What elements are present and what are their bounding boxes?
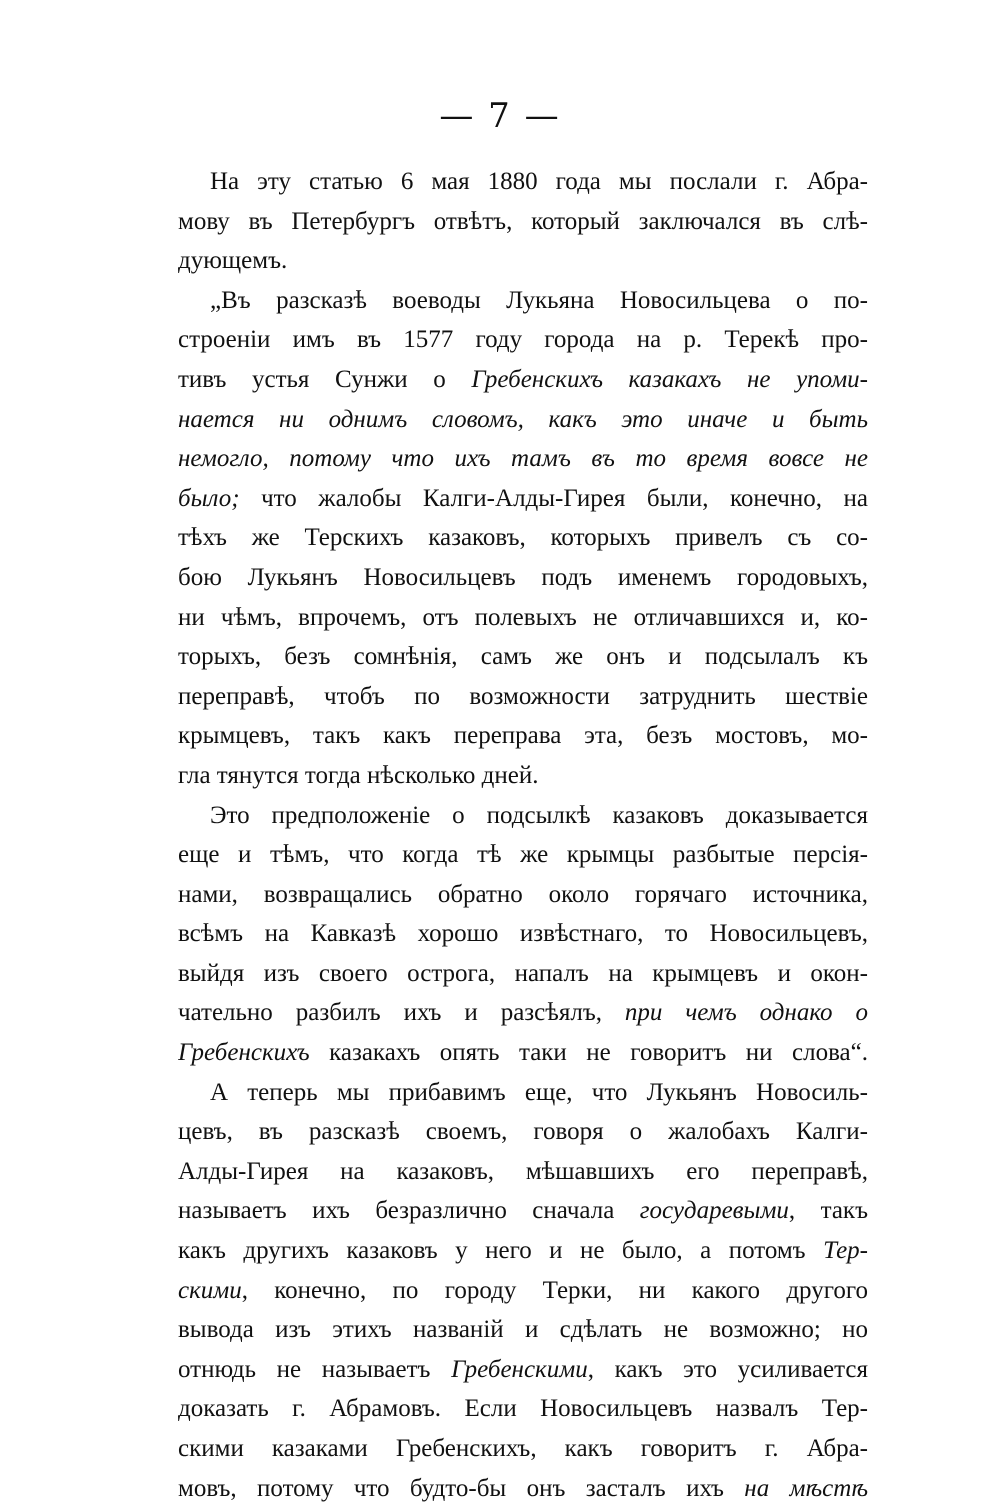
text-segment: , такъ <box>788 1197 868 1225</box>
italic-text: нается ни однимъ словомъ, какъ это иначе и быть <box>178 405 868 433</box>
text-segment: ни чѣмъ, впрочемъ, отъ полевыхъ не отличавшихся и, ко- <box>178 603 868 631</box>
italic-text: Гребенскими <box>451 1355 588 1383</box>
text-line <box>178 954 868 994</box>
italic-text: при чемъ однако о <box>624 999 868 1027</box>
text-segment: „Въ разсказѣ воеводы Лукьяна Новосильцева о по- <box>210 286 868 314</box>
text-line <box>178 320 868 360</box>
text-line <box>178 598 868 638</box>
text-segment: скими казаками Гребенскихъ, какъ говоритъ г. Абра- <box>178 1435 868 1462</box>
text-segment: дующемъ. <box>178 247 288 275</box>
text-line <box>178 400 868 440</box>
italic-text: было; <box>178 484 240 512</box>
italic-text: Гребенскихъ <box>178 1039 310 1067</box>
text-segment: гла тянутся тогда нѣсколько дней. <box>178 761 539 789</box>
text-segment: доказать г. Абрамовъ. Если Новосильцевъ назвалъ Тер- <box>178 1395 868 1423</box>
italic-text: скими <box>178 1276 242 1304</box>
italic-text: Гребенскихъ казакахъ не упоми- <box>471 365 868 393</box>
italic-text: немогло, потому что ихъ тамъ въ то время вовсе не <box>178 445 868 473</box>
text-segment: тѣхъ же Терскихъ казаковъ, которыхъ привелъ съ со- <box>178 524 868 552</box>
text-line <box>178 479 868 519</box>
text-segment: мову въ Петербургъ отвѣтъ, который заключался въ слѣ- <box>178 207 868 235</box>
text-segment: тивъ устья Сунжи о <box>178 365 472 393</box>
italic-text: государевыми <box>639 1197 789 1225</box>
text-segment: вывода изъ этихъ названій и сдѣлать не возможно; но <box>178 1316 868 1344</box>
text-line <box>178 1310 868 1350</box>
text-line <box>178 716 868 756</box>
text-segment: , какъ это усиливается <box>587 1355 868 1383</box>
text-line <box>178 518 868 558</box>
text-segment: чательно разбилъ ихъ и разсѣялъ, <box>178 999 625 1027</box>
text-segment: выйдя изъ своего острога, напалъ на крымцевъ и окон- <box>178 959 868 987</box>
text-line <box>178 914 868 954</box>
text-segment: что жалобы Калги-Алды-Гирея были, конечно, на <box>239 484 868 512</box>
text-segment: цевъ, въ разсказѣ своемъ, говоря о жалобахъ Калги- <box>178 1118 868 1146</box>
text-segment: бою Лукьянъ Новосильцевъ подъ именемъ городовыхъ, <box>178 563 868 591</box>
text-segment: нами, возвращались обратно около горячаго источника, <box>178 880 868 908</box>
text-line <box>178 1231 868 1271</box>
text-segment: , конечно, по городу Терки, ни какого другого <box>241 1276 868 1304</box>
text-segment: отнюдь не называетъ <box>178 1355 452 1383</box>
text-segment: всѣмъ на Кавказѣ хорошо извѣстнаго, то Новосильцевъ, <box>178 920 868 948</box>
text-line <box>178 1271 868 1311</box>
text-line <box>178 1469 868 1508</box>
text-segment: называетъ ихъ безразлично сначала <box>178 1197 640 1225</box>
text-segment: строеніи имъ въ 1577 году города на р. Терекѣ про- <box>178 326 868 354</box>
body-text <box>178 162 868 1508</box>
text-segment: А теперь мы прибавимъ еще, что Лукьянъ Новосиль- <box>210 1078 868 1106</box>
text-segment: торыхъ, безъ сомнѣнія, самъ же онъ и подсылалъ къ <box>178 643 868 671</box>
text-line <box>178 558 868 598</box>
text-segment: какъ другихъ казаковъ у него и не было, а потомъ <box>178 1237 824 1265</box>
text-line <box>178 637 868 677</box>
text-line <box>178 756 868 796</box>
text-line <box>178 1152 868 1192</box>
text-segment: казакахъ опять таки не говоритъ ни слова“. <box>309 1039 868 1067</box>
page-number: — 7 — <box>439 96 561 136</box>
text-line <box>178 1429 868 1469</box>
text-line <box>178 1389 868 1429</box>
text-segment: Алды-Гирея на казаковъ, мѣшавшихъ его переправѣ, <box>178 1157 868 1185</box>
text-line <box>178 202 868 242</box>
text-line <box>178 1191 868 1231</box>
text-line <box>178 1350 868 1390</box>
text-segment: На эту статью 6 мая 1880 года мы послали г. Абра- <box>210 168 868 195</box>
italic-text: на мѣстѣ <box>744 1474 868 1502</box>
text-line <box>178 1112 868 1152</box>
text-line <box>178 162 868 202</box>
text-line <box>178 1033 868 1073</box>
text-segment: переправѣ, чтобъ по возможности затруднить шествіе <box>178 682 868 710</box>
text-segment: еще и тѣмъ, что когда тѣ же крымцы разбытые персія- <box>178 841 868 869</box>
text-segment: Это предположеніе о подсылкѣ казаковъ доказывается <box>210 801 868 829</box>
text-line <box>178 439 868 479</box>
text-line <box>178 677 868 717</box>
text-line <box>178 796 868 836</box>
text-line <box>178 875 868 915</box>
text-line <box>178 1073 868 1113</box>
italic-text: Тер- <box>823 1237 868 1265</box>
text-line <box>178 835 868 875</box>
text-segment: мовъ, потому что будто-бы онъ засталъ ихъ <box>178 1474 745 1502</box>
text-line <box>178 281 868 321</box>
text-line <box>178 241 868 281</box>
text-segment: крымцевъ, такъ какъ переправа эта, безъ мостовъ, мо- <box>178 722 868 750</box>
text-line <box>178 993 868 1033</box>
text-line <box>178 360 868 400</box>
